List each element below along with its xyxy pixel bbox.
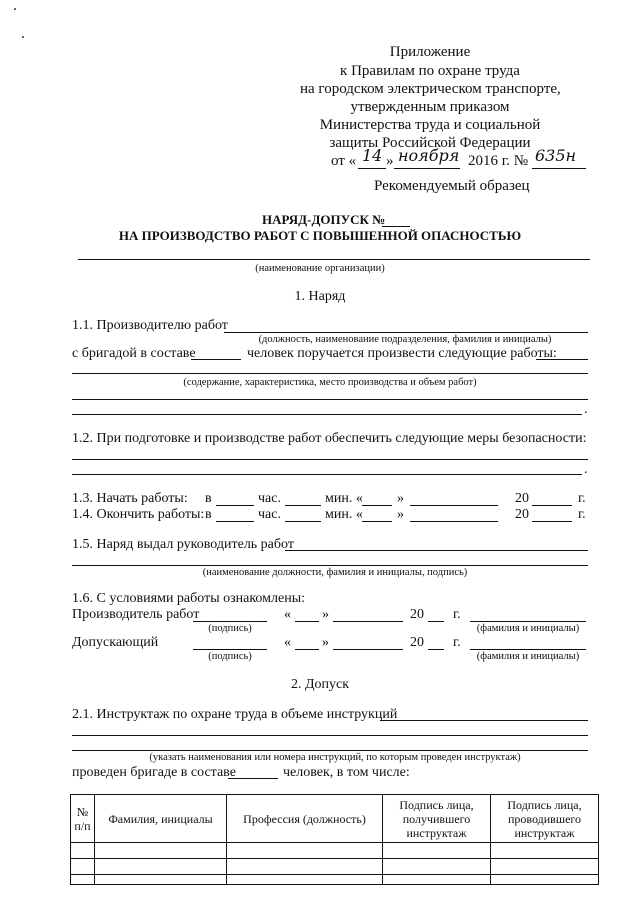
p15-label: 1.5. Наряд выдал руководитель работ (72, 537, 294, 552)
section-2-heading: 2. Допуск (290, 677, 350, 692)
admitting-day-field[interactable] (295, 649, 319, 650)
work-caption: (содержание, характеристика, место производства и объем работ) (183, 377, 477, 388)
producer-name-field[interactable] (470, 621, 586, 622)
end-hour-field[interactable] (285, 521, 321, 522)
admitting-label: Допускающий (72, 635, 159, 650)
admitting-name-field[interactable] (470, 649, 586, 650)
p13-min: мин. « (325, 491, 363, 506)
cell[interactable] (227, 875, 383, 885)
start-day-field[interactable] (216, 505, 254, 506)
table-row[interactable] (71, 875, 599, 885)
brigade-label-b: человек поручается произвести следующие работы: (247, 346, 557, 361)
admitting-name-caption: (фамилия и инициалы) (476, 651, 580, 662)
producer-year: 20 (410, 607, 424, 622)
brigade-count-field[interactable] (191, 359, 241, 360)
permit-title: НАРЯД-ДОПУСК № (262, 212, 386, 227)
p11-caption: (должность, наименование подразделения, фамилия и инициалы) (258, 334, 552, 345)
cell[interactable] (95, 875, 227, 885)
th-received-sign: Подпись лица, получившего инструктаж (383, 795, 491, 843)
producer-field[interactable] (224, 332, 588, 333)
p21-label: 2.1. Инструктаж по охране труда в объеме инструкций (72, 707, 398, 722)
admitting-q-open: « (284, 635, 291, 650)
instr-line-3[interactable] (72, 750, 588, 751)
cell[interactable] (383, 859, 491, 875)
producer-q-close: » (322, 607, 329, 622)
admitting-g: г. (453, 635, 461, 650)
safety-line-1[interactable] (72, 459, 588, 460)
p13-year: 20 (515, 491, 529, 506)
date-mid: » (386, 153, 394, 169)
work-line-3[interactable] (72, 414, 582, 415)
end-year-field[interactable] (532, 521, 572, 522)
th-profession: Профессия (должность) (227, 795, 383, 843)
admitting-year: 20 (410, 635, 424, 650)
issuer-field[interactable] (285, 550, 588, 551)
scan-speck (22, 36, 24, 38)
th-name: Фамилия, инициалы (95, 795, 227, 843)
table-header-row (71, 795, 599, 843)
date-day-handwritten: 14 (362, 146, 383, 165)
start-year-field[interactable] (532, 505, 572, 506)
th-number: № п/п (71, 795, 95, 843)
p13-quote: » (397, 491, 404, 506)
cell[interactable] (383, 843, 491, 859)
brig-label-a: проведен бригаде в составе (72, 765, 236, 780)
cell[interactable] (71, 859, 95, 875)
producer-sign-field[interactable] (193, 621, 267, 622)
cell[interactable] (491, 875, 599, 885)
producer-year-field[interactable] (428, 621, 444, 622)
instr-caption: (указать наименования или номера инструкций, по которым проведен инструктаж) (149, 752, 521, 763)
brig-count-field[interactable] (228, 778, 278, 779)
producer-day-field[interactable] (295, 621, 319, 622)
p14-quote: » (397, 507, 404, 522)
safety-line-2[interactable] (72, 474, 582, 475)
table-row[interactable] (71, 843, 599, 859)
header-line-2: к Правилам по охране труда (340, 63, 520, 79)
org-name-line[interactable] (78, 259, 590, 260)
header-line-6: защиты Российской Федерации (329, 135, 531, 151)
instr-line-2[interactable] (72, 735, 588, 736)
cell[interactable] (227, 859, 383, 875)
header-line-5: Министерства труда и социальной (319, 117, 541, 133)
producer-name-caption: (фамилия и инициалы) (476, 623, 580, 634)
work-line-1[interactable] (72, 373, 588, 374)
p14-min: мин. « (325, 507, 363, 522)
admitting-month-field[interactable] (333, 649, 403, 650)
p14-g: г. (578, 507, 586, 522)
start-month-field[interactable] (410, 505, 498, 506)
admitting-q-close: » (322, 635, 329, 650)
briefing-table (70, 794, 599, 885)
start-hour-field[interactable] (285, 505, 321, 506)
header-line-1: Приложение (389, 44, 471, 60)
p16-label: 1.6. С условиями работы ознакомлены: (72, 591, 306, 606)
cell[interactable] (491, 859, 599, 875)
p13-g: г. (578, 491, 586, 506)
cell[interactable] (491, 843, 599, 859)
p13-hour: час. (258, 491, 281, 506)
date-number-handwritten: 635н (535, 146, 577, 165)
table-row[interactable] (71, 859, 599, 875)
cell[interactable] (383, 875, 491, 885)
p14-v: в (205, 507, 212, 522)
cell[interactable] (95, 843, 227, 859)
end-min-field[interactable] (362, 521, 392, 522)
sample-label: Рекомендуемый образец (374, 178, 530, 194)
issuer-line-2[interactable] (72, 565, 588, 566)
producer-sign-caption: (подпись) (208, 623, 252, 634)
p14-year: 20 (515, 507, 529, 522)
end-day-field[interactable] (216, 521, 254, 522)
producer-month-field[interactable] (333, 621, 403, 622)
th-conducted-sign: Подпись лица, проводившего инструктаж (491, 795, 599, 843)
date-month-handwritten: ноября (398, 146, 460, 165)
p12-text: 1.2. При подготовке и производстве работ обеспечить следующие меры безопасности: (72, 431, 587, 446)
cell[interactable] (95, 859, 227, 875)
p13-label: 1.3. Начать работы: (72, 491, 188, 506)
admitting-sign-caption: (подпись) (208, 651, 252, 662)
p14-label: 1.4. Окончить работы: (72, 507, 205, 522)
p11-label: 1.1. Производителю работ (72, 318, 228, 333)
date-prefix: от « (331, 153, 357, 169)
permit-subtitle: НА ПРОИЗВОДСТВО РАБОТ С ПОВЫШЕННОЙ ОПАСНОСТЬЮ (118, 228, 522, 243)
section-1-heading: 1. Наряд (294, 289, 346, 304)
cell[interactable] (71, 875, 95, 885)
producer-q-open: « (284, 607, 291, 622)
header-line-3: на городском электрическом транспорте, (300, 81, 561, 97)
p15-caption: (наименование должности, фамилия и инициалы, подпись) (202, 567, 468, 578)
admitting-year-field[interactable] (428, 649, 444, 650)
brig-label-b: человек, в том числе: (283, 765, 410, 780)
header-line-4: утвержденным приказом (350, 99, 510, 115)
admitting-sign-field[interactable] (193, 649, 267, 650)
cell[interactable] (227, 843, 383, 859)
p13-v: в (205, 491, 212, 506)
start-min-field[interactable] (362, 505, 392, 506)
instr-field[interactable] (380, 720, 588, 721)
works-field[interactable] (536, 359, 588, 360)
brigade-label-a: с бригадой в составе (72, 346, 196, 361)
work-line-2[interactable] (72, 399, 588, 400)
producer-g: г. (453, 607, 461, 622)
cell[interactable] (71, 843, 95, 859)
scan-speck (14, 8, 16, 10)
p14-hour: час. (258, 507, 281, 522)
producer-label: Производитель работ (72, 607, 200, 622)
org-caption: (наименование организации) (255, 263, 385, 274)
date-year: 2016 г. № (468, 153, 529, 169)
end-month-field[interactable] (410, 521, 498, 522)
